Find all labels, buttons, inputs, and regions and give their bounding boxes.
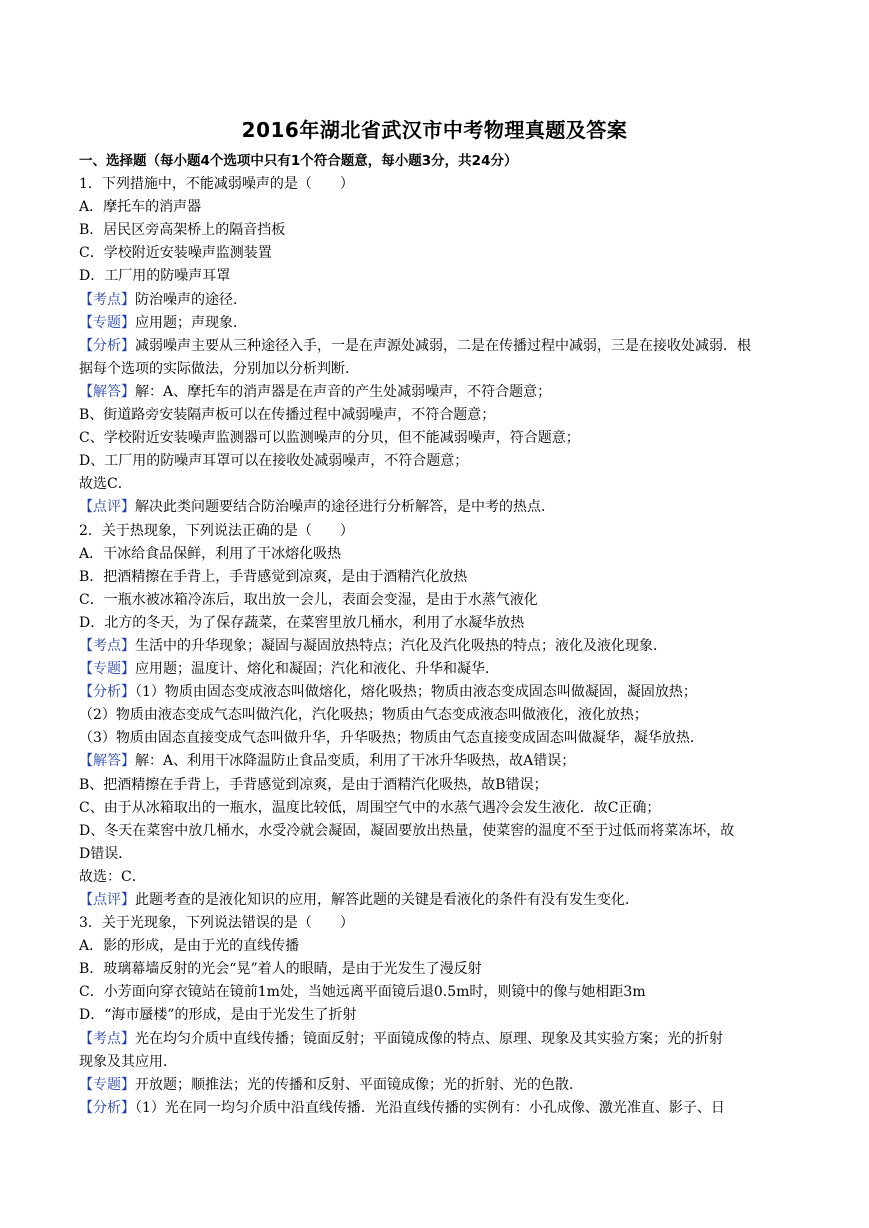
kaodian-tag: 【考点】 (79, 637, 135, 654)
document-title: 2016年湖北省武汉市中考物理真题及答案 (241, 118, 628, 142)
dianping-tag: 【点评】 (79, 892, 135, 908)
jieda-tag: 【解答】 (79, 383, 135, 400)
question-2-fenxi (79, 681, 791, 704)
question-3-option-b: B．玻璃幕墙反射的光会“晃”着人的眼睛，是由于光发生了漫反射 (79, 961, 482, 978)
fenxi-text: （1）物质由固态变成液态叫做熔化，熔化吸热；物质由液态变成固态叫做凝固，凝固放热； (135, 684, 697, 701)
question-1-kaodian (79, 289, 791, 312)
jieda-tag: 【解答】 (79, 753, 135, 770)
fenxi-tag: 【分析】 (79, 337, 135, 354)
kaodian-text: 生活中的升华现象；凝固与凝固放热特点；汽化及汽化吸热的特点；液化及液化现象． (135, 637, 667, 654)
question-3-stem: 3．关于光现象，下列说法错误的是（ ） (79, 915, 354, 932)
fenxi-tag: 【分析】 (79, 1099, 135, 1116)
kaodian-text: 防治噪声的途径． (135, 291, 247, 308)
question-1-option-b: B．居民区旁高架桥上的隔音挡板 (79, 222, 286, 239)
question-1-fenxi-cont: 据每个选项的实际做法，分别加以分析判断． (79, 360, 359, 377)
fenxi-tag: 【分析】 (79, 684, 135, 701)
kaodian-tag: 【考点】 (79, 291, 135, 308)
kaodian-text: 光在均匀介质中直线传播；镜面反射；平面镜成像的特点、原理、现象及其实验方案；光的折射 (135, 1030, 723, 1047)
zhuanti-text: 开放题；顺推法；光的传播和反射、平面镜成像；光的折射、光的色散． (135, 1076, 583, 1093)
zhuanti-tag: 【专题】 (79, 314, 135, 331)
question-2-option-c: C．一瓶水被冰箱冷冻后，取出放一会儿，表面会变湿，是由于水蒸气液化 (79, 591, 538, 608)
question-2-stem: 2．关于热现象，下列说法正确的是（ ） (79, 522, 354, 539)
question-1-stem: 1．下列措施中，不能减弱噪声的是（ ） (79, 176, 354, 193)
question-2-jieda-d: D、冬天在菜窖中放几桶水，水受冷就会凝固，凝固要放出热量，使菜窖的温度不至于过低而将菜冻坏，故 (79, 822, 735, 839)
question-1-fenxi (79, 335, 791, 358)
question-1-jieda-b: B、街道路旁安装隔声板可以在传播过程中减弱噪声，不符合题意； (79, 407, 496, 424)
question-2-fenxi-2: （2）物质由液态变成气态叫做汽化，汽化吸热；物质由气态变成液态叫做液化，液化放热； (79, 707, 648, 724)
fenxi-text: 减弱噪声主要从三种途径入手，一是在声源处减弱，二是在传播过程中减弱，三是在接收处减弱．根 (135, 337, 751, 354)
dianping-text: 解决此类问题要结合防治噪声的途径进行分析解答，是中考的热点． (135, 499, 555, 516)
question-1-jieda-c: C、学校附近安装噪声监测器可以监测噪声的分贝，但不能减弱噪声，符合题意； (79, 430, 580, 447)
question-2-fenxi-3: （3）物质由固态直接变成气态叫做升华，升华吸热；物质由气态直接变成固态叫做凝华，凝华放热． (79, 730, 704, 747)
zhuanti-tag: 【专题】 (79, 1076, 135, 1093)
question-3-kaodian-cont: 现象及其应用． (79, 1053, 177, 1070)
question-2-jieda-b: B、把酒精擦在手背上，手背感觉到凉爽，是由于酒精汽化吸热，故B错误； (79, 776, 548, 793)
question-1-answer: 故选C． (79, 476, 132, 493)
question-1-dianping (79, 496, 791, 519)
question-2-kaodian (79, 635, 791, 658)
question-3-zhuanti (79, 1074, 791, 1097)
zhuanti-text: 应用题；温度计、熔化和凝固；汽化和液化、升华和凝华． (135, 661, 499, 678)
question-2-answer: 故选：C． (79, 868, 146, 885)
question-3-kaodian (79, 1028, 791, 1051)
question-1-jieda-d: D、工厂用的防噪声耳罩可以在接收处减弱噪声，不符合题意； (79, 453, 469, 470)
question-2-option-b: B．把酒精擦在手背上，手背感觉到凉爽，是由于酒精汽化放热 (79, 568, 468, 585)
question-2-zhuanti (79, 658, 791, 681)
question-2-option-d: D．北方的冬天，为了保存蔬菜，在菜窖里放几桶水，利用了水凝华放热 (79, 614, 525, 631)
dianping-tag: 【点评】 (79, 499, 135, 516)
question-2-option-a: A．干冰给食品保鲜，利用了干冰熔化吸热 (79, 545, 342, 562)
jieda-text: 解：A、摩托车的消声器是在声音的产生处减弱噪声，不符合题意； (135, 383, 552, 400)
question-1-option-d: D．工厂用的防噪声耳罩 (79, 268, 231, 285)
jieda-text: 解：A、利用干冰降温防止食品变质，利用了干冰升华吸热，故A错误； (135, 753, 576, 770)
zhuanti-tag: 【专题】 (79, 661, 135, 678)
question-1-option-c: C．学校附近安装噪声监测装置 (79, 245, 272, 262)
question-1-jieda (79, 381, 791, 404)
section-heading: 一、选择题（每小题4个选项中只有1个符合题意，每小题3分，共24分） (79, 153, 518, 169)
question-2-jieda (79, 750, 791, 773)
dianping-text: 此题考查的是液化知识的应用，解答此题的关键是看液化的条件有没有发生变化． (135, 892, 639, 908)
question-2-dianping (79, 889, 791, 912)
question-1-option-a: A．摩托车的消声器 (79, 199, 202, 216)
document-body (79, 150, 791, 1120)
question-3-fenxi (79, 1097, 791, 1120)
question-3-option-c: C．小芳面向穿衣镜站在镜前1m处，当她远离平面镜后退0.5m时，则镜中的像与她相距3m (79, 984, 646, 1001)
question-3-option-d: D．“海市蜃楼”的形成，是由于光发生了折射 (79, 1007, 357, 1024)
question-1-zhuanti (79, 312, 791, 335)
question-2-jieda-d-cont: D错误． (79, 845, 133, 862)
fenxi-text: （1）光在同一均匀介质中沿直线传播．光沿直线传播的实例有：小孔成像、激光准直、影子、日 (135, 1099, 725, 1116)
question-2-jieda-c: C、由于从冰箱取出的一瓶水，温度比较低，周围空气中的水蒸气遇冷会发生液化．故C正确； (79, 799, 661, 816)
question-3-option-a: A．影的形成，是由于光的直线传播 (79, 938, 300, 955)
zhuanti-text: 应用题；声现象． (135, 314, 247, 331)
kaodian-tag: 【考点】 (79, 1030, 135, 1047)
